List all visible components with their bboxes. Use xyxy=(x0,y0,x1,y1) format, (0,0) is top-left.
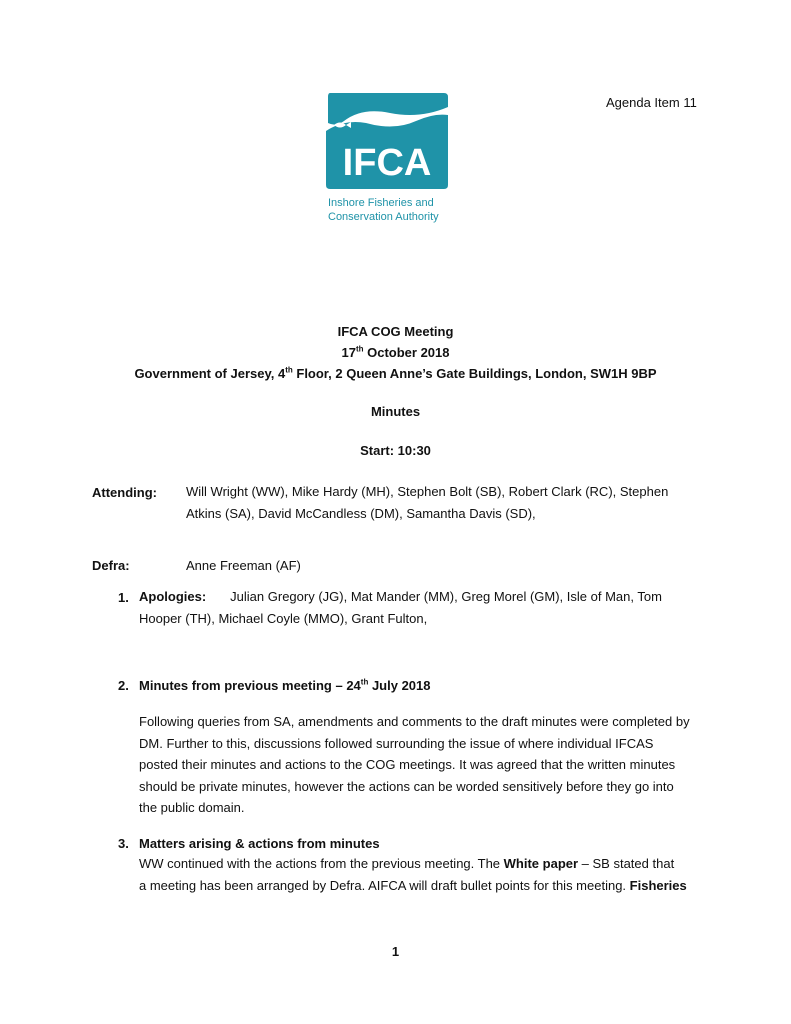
item-3-line-2 xyxy=(139,875,687,897)
item-2-heading-sup: th xyxy=(360,677,369,687)
item-3-l2: a meeting has been arranged by Defra. AIFCA will draft bullet points for this meeting. xyxy=(139,877,630,893)
apologies-line-1: Julian Gregory (JG), Mat Mander (MM), Greg Morel (GM), Isle of Man, Tom xyxy=(230,589,662,604)
apologies-heading: Apologies: xyxy=(139,589,207,604)
logo-tagline-2: Conservation Authority xyxy=(328,211,439,223)
attending-line-1: Will Wright (WW), Mike Hardy (MH), Stephen Bolt (SB), Robert Clark (RC), Stephen xyxy=(186,484,669,499)
item-2-number: 2. xyxy=(118,678,129,693)
attending-list xyxy=(186,481,668,524)
item-2-line: DM. Further to this, discussions followed surrounding the issue of where individual IFCAS xyxy=(139,735,654,751)
item-2-line: Following queries from SA, amendments and comments to the draft minutes were completed by xyxy=(139,714,690,729)
item-2-line: posted their minutes and actions to the COG meetings. It was agreed that the written minutes xyxy=(139,757,676,772)
agenda-item-label: Agenda Item 11 xyxy=(606,95,697,110)
logo-wordmark: IFCA xyxy=(342,142,432,184)
meeting-title: IFCA COG Meeting xyxy=(337,324,454,339)
white-paper-label: White paper xyxy=(503,856,579,871)
item-2-heading xyxy=(139,678,431,693)
item-2-heading-a: Minutes from previous meeting – 24 xyxy=(139,678,361,693)
ifca-logo-graphic xyxy=(326,93,448,227)
item-3-number: 3. xyxy=(118,836,129,851)
document-type: Minutes xyxy=(370,404,421,419)
item-3-heading: Matters arising & actions from minutes xyxy=(139,836,380,851)
apologies-line-2: Hooper (TH), Michael Coyle (MMO), Grant Fulton, xyxy=(139,610,428,626)
attending-line-2: Atkins (SA), David McCandless (DM), Samantha Davis (SD), xyxy=(186,505,536,521)
page-number: 1 xyxy=(391,944,400,959)
item-2-line: the public domain. xyxy=(139,800,245,815)
item-2-body xyxy=(139,711,690,819)
venue-sup: th xyxy=(285,365,293,375)
attending-label: Attending: xyxy=(92,485,157,500)
defra-label: Defra: xyxy=(92,558,130,573)
start-time: Start: 10:30 xyxy=(360,443,431,458)
venue-a: Government of Jersey, 4 xyxy=(134,366,286,381)
item-1-number: 1. xyxy=(118,590,129,605)
date-day: 17 xyxy=(341,345,356,360)
item-3-body xyxy=(139,853,687,896)
venue-b: Floor, 2 Queen Anne’s Gate Buildings, London, SW1H 9BP xyxy=(292,366,657,381)
logo-tagline-1: Inshore Fisheries and xyxy=(328,197,434,209)
item-2-heading-b: July 2018 xyxy=(368,678,431,693)
meeting-venue xyxy=(0,366,791,381)
defra-value: Anne Freeman (AF) xyxy=(186,558,301,573)
date-suffix: th xyxy=(355,344,364,354)
item-2-line: should be private minutes, however the actions can be worded sensitively before they go into xyxy=(139,778,674,794)
item-3-line-1 xyxy=(139,853,687,875)
item-1-apologies xyxy=(139,586,662,629)
item-3-l1-b: – SB stated that xyxy=(578,856,675,871)
date-rest: October 2018 xyxy=(363,345,450,360)
meeting-date xyxy=(0,345,791,360)
ifca-logo xyxy=(326,93,448,227)
fisheries-label: Fisheries xyxy=(629,877,687,893)
item-3-l1-a: WW continued with the actions from the previous meeting. The xyxy=(139,856,504,871)
